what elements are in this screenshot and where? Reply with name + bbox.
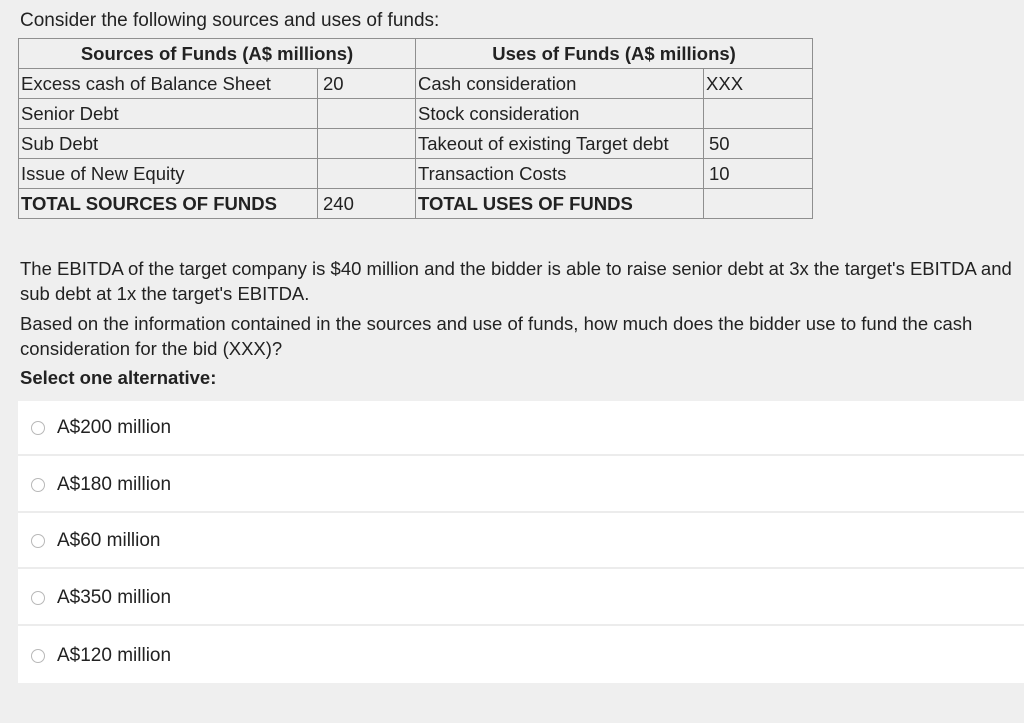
select-prompt: Select one alternative: (20, 367, 217, 388)
use-total-label: TOTAL USES OF FUNDS (416, 189, 704, 219)
answer-options (18, 401, 1024, 683)
option-label: A$60 million (57, 529, 161, 551)
ebitda-paragraph: The EBITDA of the target company is $40 million and the bidder is able to raise senior debt at 3x the target's EBITDA and sub debt at 1x the target's EBITDA. (20, 258, 1012, 304)
option-a[interactable] (18, 401, 1024, 456)
use-value: XXX (704, 69, 813, 99)
uses-header: Uses of Funds (A$ millions) (416, 39, 813, 69)
use-value (704, 99, 813, 129)
question-text (20, 256, 1020, 390)
table-row (19, 99, 813, 129)
use-label: Transaction Costs (416, 159, 704, 189)
source-total-value: 240 (318, 189, 416, 219)
option-label: A$180 million (57, 473, 172, 495)
option-c[interactable] (18, 514, 1024, 569)
radio-button-icon[interactable] (31, 478, 45, 492)
source-label: Sub Debt (19, 129, 318, 159)
radio-button-icon[interactable] (31, 421, 45, 435)
question-paragraph: Based on the information contained in the sources and use of funds, how much does the bidder use to fund the cash consideration for the bid (XXX)? (20, 313, 973, 359)
use-label: Stock consideration (416, 99, 704, 129)
sources-uses-table (18, 38, 813, 219)
table-row (19, 69, 813, 99)
source-label: Excess cash of Balance Sheet (19, 69, 318, 99)
table-row (19, 159, 813, 189)
source-total-label: TOTAL SOURCES OF FUNDS (19, 189, 318, 219)
sources-header: Sources of Funds (A$ millions) (19, 39, 416, 69)
source-value: 20 (318, 69, 416, 99)
use-value: 50 (704, 129, 813, 159)
radio-button-icon[interactable] (31, 534, 45, 548)
option-label: A$200 million (57, 416, 172, 438)
source-value (318, 99, 416, 129)
use-label: Takeout of existing Target debt (416, 129, 704, 159)
source-value (318, 159, 416, 189)
option-label: A$120 million (57, 644, 172, 666)
use-label: Cash consideration (416, 69, 704, 99)
table-row (19, 129, 813, 159)
table-row-total (19, 189, 813, 219)
option-label: A$350 million (57, 586, 172, 608)
source-label: Issue of New Equity (19, 159, 318, 189)
source-value (318, 129, 416, 159)
use-value: 10 (704, 159, 813, 189)
option-b[interactable] (18, 458, 1024, 513)
radio-button-icon[interactable] (31, 649, 45, 663)
source-label: Senior Debt (19, 99, 318, 129)
option-d[interactable] (18, 571, 1024, 626)
option-e[interactable] (18, 628, 1024, 683)
intro-text: Consider the following sources and uses of funds: (20, 10, 440, 31)
use-total-value (704, 189, 813, 219)
radio-button-icon[interactable] (31, 591, 45, 605)
